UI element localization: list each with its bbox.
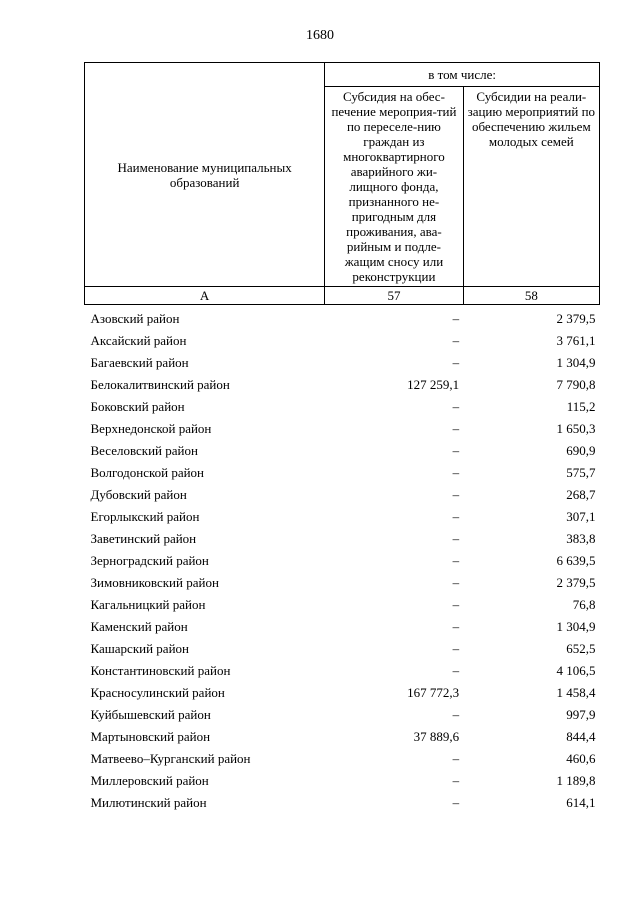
young-families-housing-value: 1 189,8 [556,772,596,788]
municipality-name: Константиновский район [90,662,231,678]
table-row [85,373,600,395]
municipality-name: Белокалитвинский район [90,376,230,392]
table-row [85,461,600,483]
budget-table [84,62,600,813]
young-families-housing-value: 575,7 [566,464,596,480]
resettlement-subsidy-value: – [452,420,460,436]
resettlement-subsidy-value: – [452,552,460,568]
table-row [85,637,600,659]
resettlement-subsidy-value: – [452,398,460,414]
young-families-housing-value: 383,8 [566,530,596,546]
municipality-name: Аксайский район [90,332,187,348]
young-families-housing-value: 460,6 [566,750,596,766]
resettlement-subsidy-value: – [452,310,460,326]
young-families-housing-value: 844,4 [566,728,596,744]
young-families-housing-header: Субсидии на реали-зацию мероприятий по обеспечению жильем молодых семей [463,87,599,287]
municipality-name: Зимовниковский район [90,574,219,590]
young-families-housing-value: 7 790,8 [556,376,596,392]
table-row [85,417,600,439]
young-families-housing-value: 4 106,5 [556,662,596,678]
young-families-housing-value: 2 379,5 [556,574,596,590]
resettlement-subsidy-value: – [452,794,460,810]
resettlement-subsidy-value: – [452,486,460,502]
municipality-name: Заветинский район [90,530,197,546]
resettlement-subsidy-value: – [452,662,460,678]
resettlement-subsidy-value: – [452,464,460,480]
young-families-housing-value: 2 379,5 [556,310,596,326]
municipality-name: Каменский район [90,618,188,634]
table-row [85,549,600,571]
table-row [85,615,600,637]
municipality-name: Кагальницкий район [90,596,206,612]
municipality-name: Зерноградский район [90,552,209,568]
young-families-housing-value: 3 761,1 [556,332,596,348]
resettlement-subsidy-value: – [452,706,460,722]
resettlement-subsidy-header: Субсидия на обес-печение мероприя-тий по переселе-нию граждан из многоквартирного аварийного жи-лищного фонда, признанного не-пригодным для проживания, ава-рийным и подле-жащим сносу или реконструкции [325,87,463,287]
young-families-housing-value: 1 650,3 [556,420,596,436]
resettlement-subsidy-value: – [452,508,460,524]
resettlement-subsidy-value: – [452,772,460,788]
table-row [85,725,600,747]
column-index-58: 58 [463,287,599,305]
municipality-name: Егорлыкский район [90,508,200,524]
municipality-name: Боковский район [90,398,185,414]
young-families-housing-value: 307,1 [566,508,596,524]
resettlement-subsidy-value: – [452,750,460,766]
table-row [85,439,600,461]
municipality-name: Миллеровский район [90,772,209,788]
column-index-a: А [85,287,325,305]
table-row [85,769,600,791]
resettlement-subsidy-value: – [452,442,460,458]
table-body [85,305,600,814]
table-row [85,791,600,813]
table-row [85,505,600,527]
resettlement-subsidy-value: – [452,332,460,348]
table-row [85,527,600,549]
including-group-header: в том числе: [325,63,600,87]
table-row [85,703,600,725]
municipality-name: Дубовский район [90,486,187,502]
young-families-housing-value: 652,5 [566,640,596,656]
young-families-housing-value: 115,2 [566,398,596,414]
young-families-housing-value: 614,1 [566,794,596,810]
table-row [85,747,600,769]
municipality-name: Волгодонской район [90,464,205,480]
municipality-name: Веселовский район [90,442,198,458]
table-row [85,681,600,703]
resettlement-subsidy-value: 37 889,6 [413,728,460,744]
municipality-name: Кашарский район [90,640,189,656]
young-families-housing-value: 690,9 [566,442,596,458]
municipality-name: Милютинский район [90,794,207,810]
resettlement-subsidy-value: – [452,618,460,634]
resettlement-subsidy-value: – [452,596,460,612]
resettlement-subsidy-value: – [452,530,460,546]
table-row [85,329,600,351]
table-row [85,571,600,593]
table-row [85,483,600,505]
young-families-housing-value: 76,8 [572,596,596,612]
municipality-name: Мартыновский район [90,728,211,744]
young-families-housing-value: 1 458,4 [556,684,596,700]
municipality-name: Верхнедонской район [90,420,212,436]
resettlement-subsidy-value: – [452,574,460,590]
municipality-column-header: Наименование муниципальных образований [85,63,325,287]
resettlement-subsidy-value: 127 259,1 [407,376,460,392]
municipality-name: Матвеево–Курганский район [90,750,251,766]
page-number: 1680 [306,28,334,43]
young-families-housing-value: 997,9 [566,706,596,722]
table-row [85,305,600,330]
young-families-housing-value: 1 304,9 [556,354,596,370]
young-families-housing-value: 6 639,5 [556,552,596,568]
municipality-name: Красносулинский район [90,684,225,700]
table-row [85,593,600,615]
resettlement-subsidy-value: 167 772,3 [407,684,460,700]
resettlement-subsidy-value: – [452,354,460,370]
municipality-name: Багаевский район [90,354,189,370]
column-index-57: 57 [325,287,463,305]
young-families-housing-value: 268,7 [566,486,596,502]
table-row [85,351,600,373]
municipality-name: Азовский район [90,310,180,326]
table-row [85,395,600,417]
municipality-name: Куйбышевский район [90,706,211,722]
young-families-housing-value: 1 304,9 [556,618,596,634]
table-row [85,659,600,681]
resettlement-subsidy-value: – [452,640,460,656]
